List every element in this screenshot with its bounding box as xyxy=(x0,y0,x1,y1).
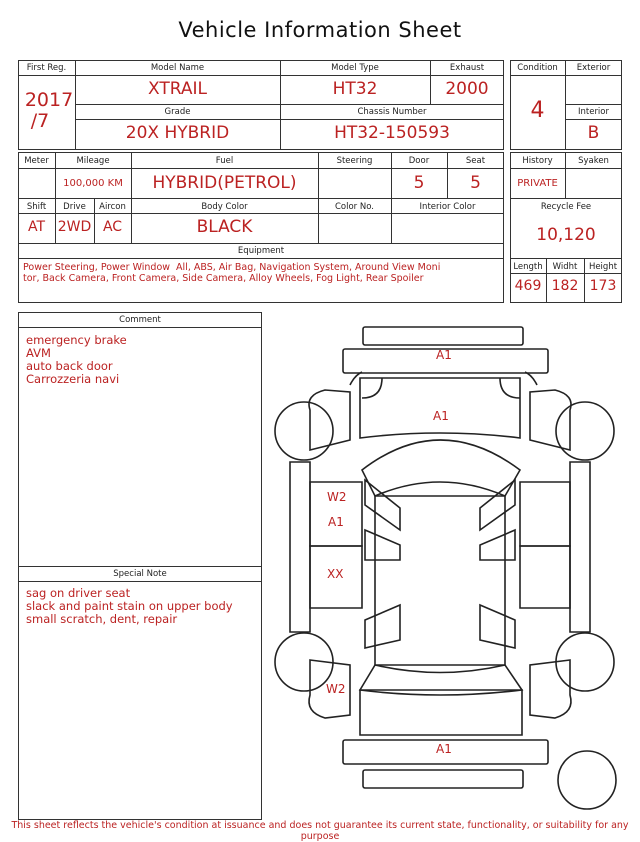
condition-value: 4 xyxy=(530,98,545,123)
drive-label: Drive xyxy=(63,202,86,212)
model-type-label: Model Type xyxy=(331,63,379,73)
condition-label: Condition xyxy=(517,63,558,73)
left-front-fender xyxy=(309,390,350,450)
shift-value: AT xyxy=(27,219,46,235)
mark-rear-bumper: A1 xyxy=(436,742,452,756)
history-value: PRIVATE xyxy=(517,178,558,189)
interior-value: B xyxy=(587,123,600,143)
steering-label: Steering xyxy=(336,156,373,166)
right-rocker xyxy=(570,462,590,632)
fuel-value: HYBRID(PETROL) xyxy=(152,173,297,193)
equipment-value: Power Steering, Power Window All, ABS, Air Bag, Navigation System, Around View Moni tor, Back Camera, Front Camera, Side Camera, Alloy Wheels, Fog Light, Rear Spoiler xyxy=(23,262,441,284)
spare-wheel xyxy=(558,751,616,809)
chassis-number-value: HT32-150593 xyxy=(334,123,450,143)
grade-label: Grade xyxy=(164,107,191,117)
roof xyxy=(375,496,505,665)
width-value: 182 xyxy=(551,278,579,294)
right-front-fender xyxy=(530,390,571,450)
height-value: 173 xyxy=(589,278,617,294)
special-note-text: sag on driver seat slack and paint stain on upper body small scratch, dent, repair xyxy=(26,586,233,626)
right-rear-wheel xyxy=(556,633,614,691)
left-rocker xyxy=(290,462,310,632)
windshield xyxy=(362,440,520,496)
mark-hood: A1 xyxy=(433,409,449,423)
height-label: Height xyxy=(588,262,618,272)
shift-label: Shift xyxy=(26,202,47,212)
mileage-label: Mileage xyxy=(76,156,110,166)
page-title: Vehicle Information Sheet xyxy=(178,18,462,42)
comment-label: Comment xyxy=(119,315,161,325)
history-label: History xyxy=(522,156,553,166)
exterior-label: Exterior xyxy=(576,63,611,73)
mileage-value: 100,000 KM xyxy=(63,178,123,189)
rear-hatch xyxy=(360,690,522,735)
hood-panel xyxy=(360,378,520,438)
aircon-label: Aircon xyxy=(99,202,126,212)
body-color-label: Body Color xyxy=(201,202,248,212)
front-bumper xyxy=(363,327,523,345)
car-damage-diagram xyxy=(270,318,630,818)
right-rear-quarter xyxy=(530,660,571,718)
door-label: Door xyxy=(408,156,430,166)
right-rear-door xyxy=(520,546,570,608)
interior-label: Interior xyxy=(577,107,609,117)
exhaust-value: 2000 xyxy=(445,79,489,99)
recycle-fee-value: 10,120 xyxy=(536,225,596,245)
door-value: 5 xyxy=(413,173,425,193)
mark-left-front-door: W2 xyxy=(327,490,347,504)
comment-text: emergency brake AVM auto back door Carrozzeria navi xyxy=(26,333,127,386)
meter-label: Meter xyxy=(24,156,49,166)
drive-value: 2WD xyxy=(57,219,92,235)
first-reg-month: /7 xyxy=(30,110,50,132)
right-front-wheel xyxy=(556,402,614,460)
first-reg-label: First Reg. xyxy=(26,63,67,73)
aircon-value: AC xyxy=(102,219,123,235)
special-note-label: Special Note xyxy=(113,569,167,579)
mark-left-front-door-lower: A1 xyxy=(328,515,344,529)
fuel-label: Fuel xyxy=(215,156,234,166)
color-no-label: Color No. xyxy=(334,202,374,212)
body-color-value: BLACK xyxy=(196,217,253,237)
mark-front-bumper: A1 xyxy=(436,348,452,362)
equipment-label: Equipment xyxy=(237,246,285,256)
recycle-fee-label: Recycle Fee xyxy=(540,202,592,212)
model-name-label: Model Name xyxy=(150,63,205,73)
grade-value: 20X HYBRID xyxy=(125,123,230,143)
mark-left-rear-quarter: W2 xyxy=(326,682,346,696)
seat-value: 5 xyxy=(470,173,481,193)
chassis-number-label: Chassis Number xyxy=(357,107,427,117)
right-front-door xyxy=(520,482,570,546)
width-label: Widht xyxy=(552,262,578,272)
exhaust-label: Exhaust xyxy=(449,63,485,73)
mark-left-rear-door: XX xyxy=(327,567,344,581)
left-front-wheel xyxy=(275,402,333,460)
length-label: Length xyxy=(513,262,543,272)
model-name-value: XTRAIL xyxy=(148,79,207,99)
first-reg-year: 2017 xyxy=(24,89,74,111)
length-value: 469 xyxy=(514,278,542,294)
interior-color-label: Interior Color xyxy=(419,202,476,212)
model-type-value: HT32 xyxy=(332,79,378,99)
syaken-label: Syaken xyxy=(578,156,609,166)
footer-disclaimer: This sheet reflects the vehicle's condition at issuance and does not guarantee its current state, functionality, or suitability for any purpose xyxy=(11,820,629,842)
rear-bumper-lower xyxy=(363,770,523,788)
seat-label: Seat xyxy=(465,156,486,166)
